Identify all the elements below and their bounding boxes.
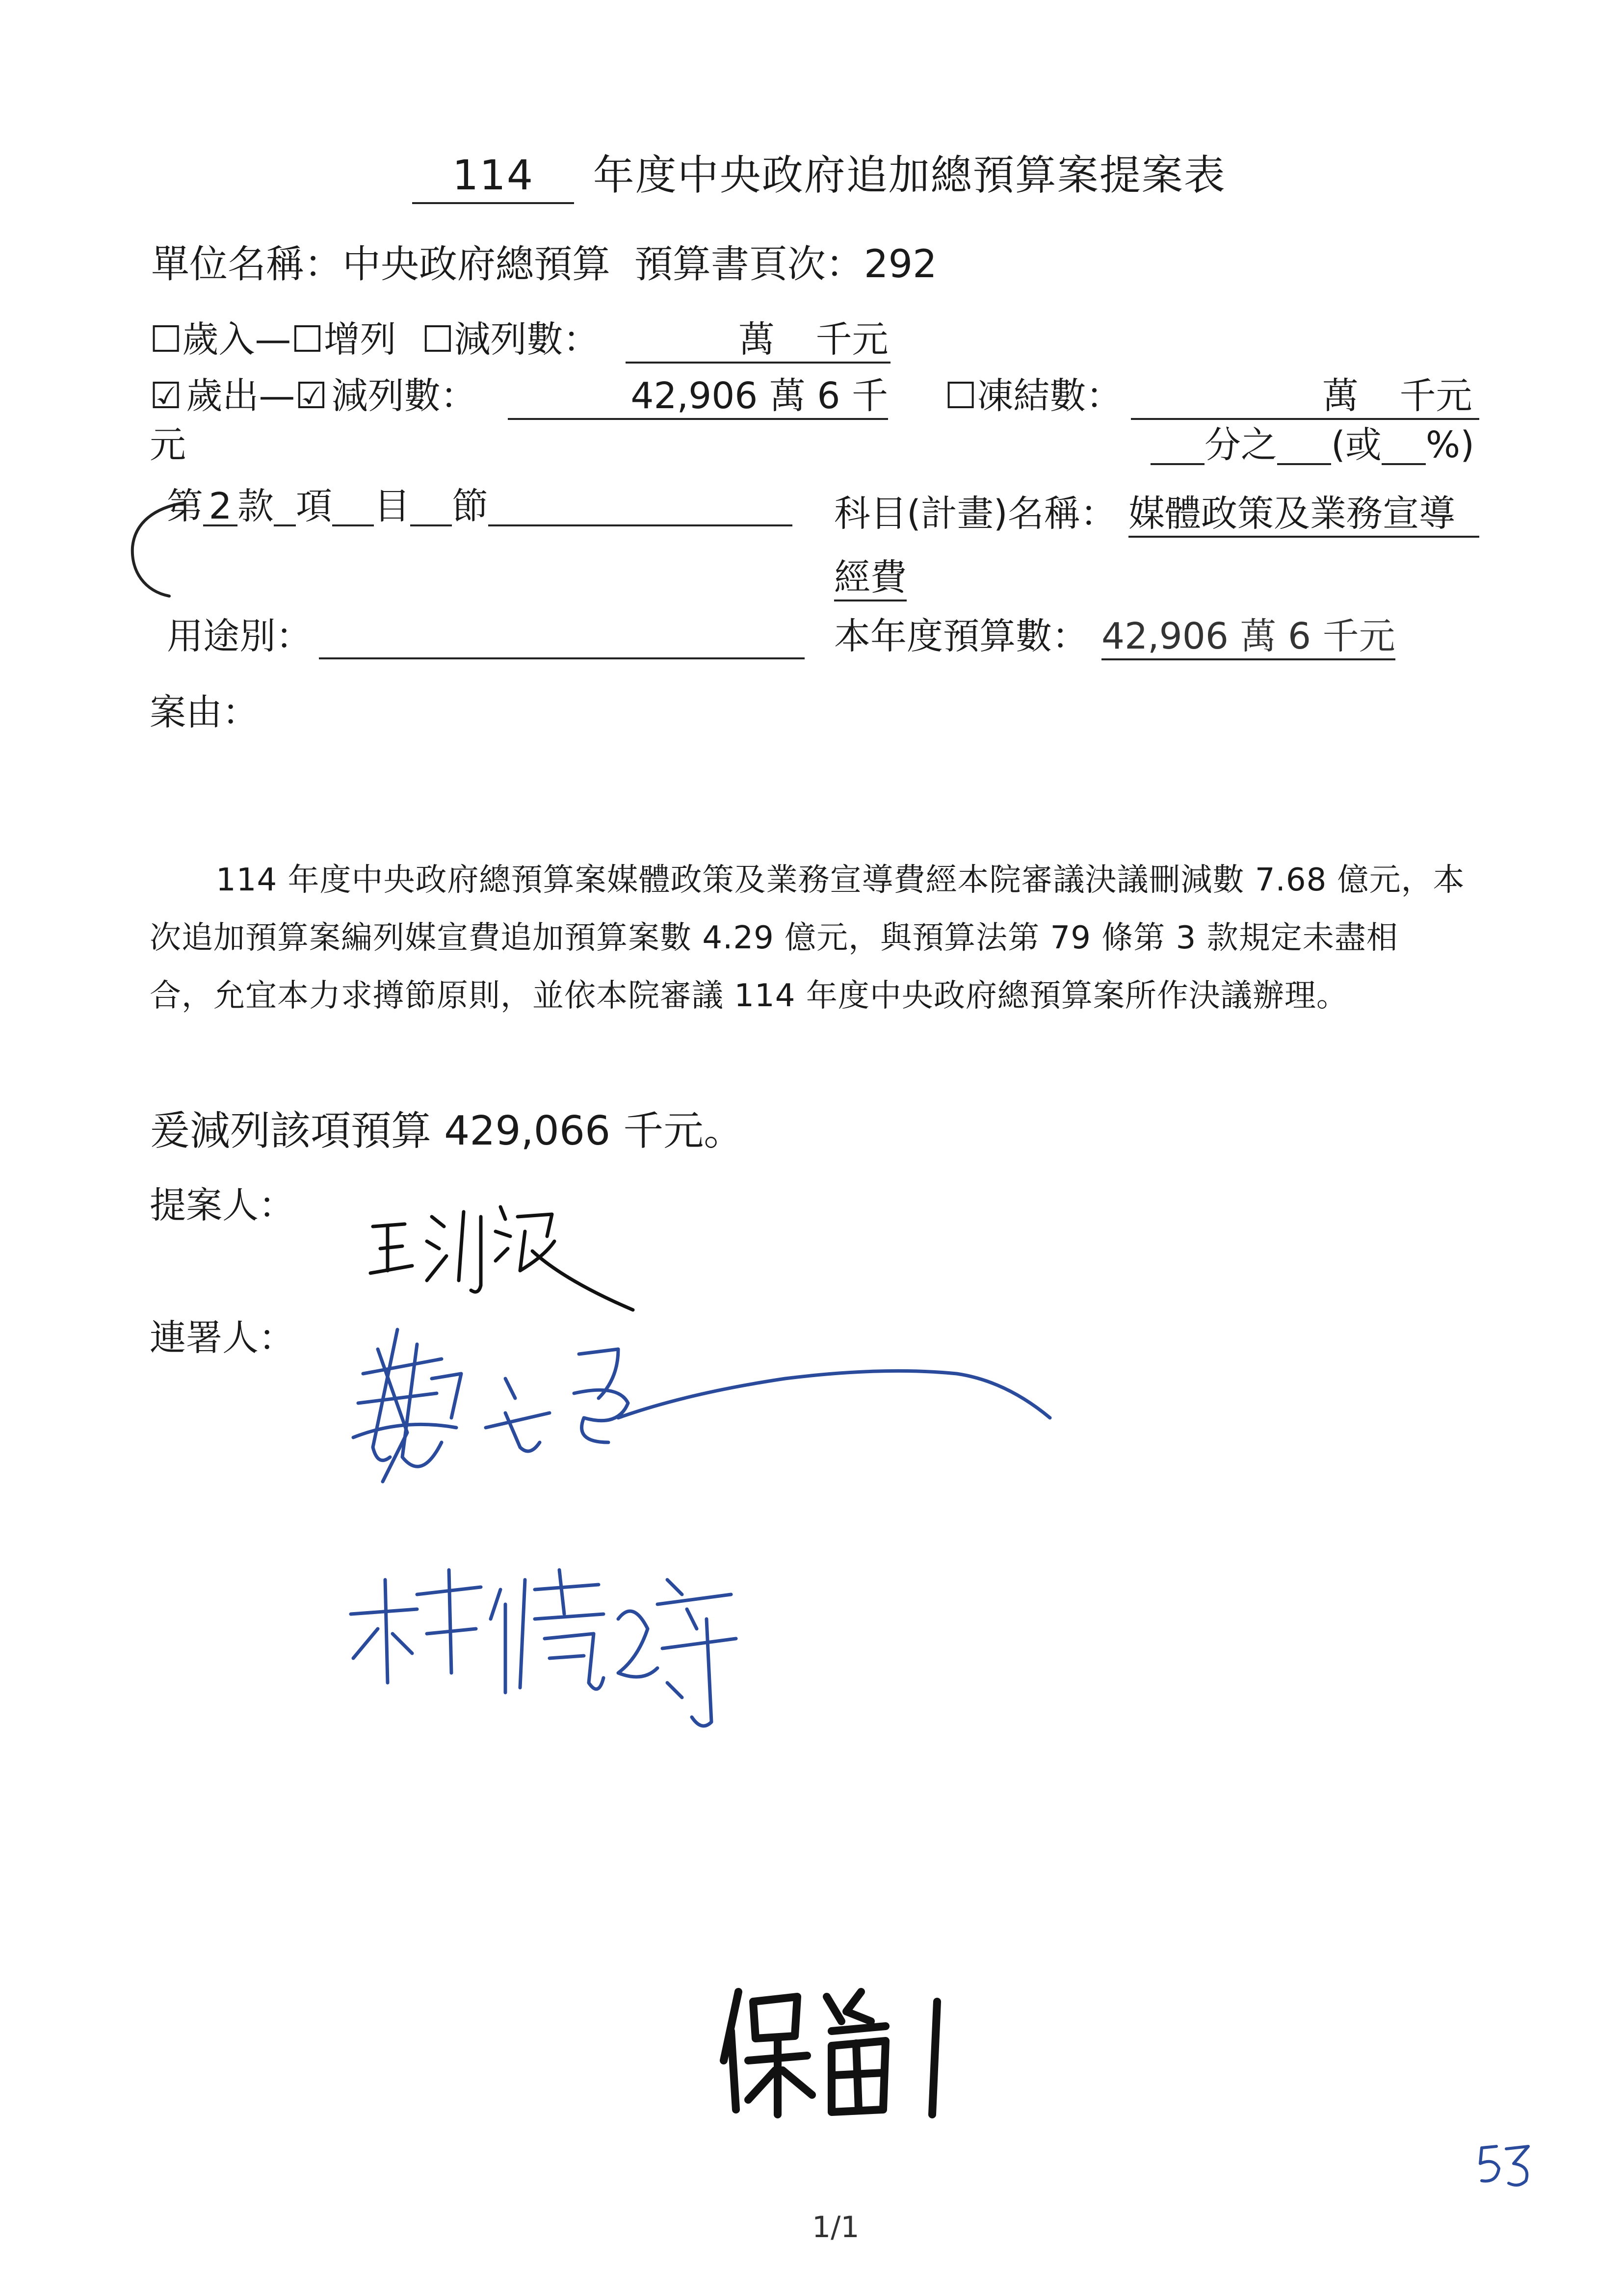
title-text: 年度中央政府追加總預算案提案表	[593, 151, 1226, 199]
form-title	[412, 142, 1226, 204]
freeze-fraction-row	[1151, 424, 1475, 466]
expenditure-checkbox[interactable]: ☑	[150, 375, 183, 417]
purpose-field[interactable]	[319, 657, 805, 659]
budget-label: 本年度預算數：	[834, 615, 1088, 657]
item-name-field[interactable]	[488, 488, 792, 526]
unit-row	[151, 242, 937, 287]
freeze-row	[944, 375, 1123, 417]
reason-label: 案由：	[150, 691, 259, 733]
reason-conclusion: 爰減列該項預算 429,066 千元。	[150, 1108, 744, 1154]
kuan-label: 款	[237, 485, 274, 527]
purpose-label: 用途別：	[167, 615, 312, 657]
unit-name: 中央政府總預算	[342, 242, 611, 287]
expenditure-amount: 42,906 萬 6 千	[630, 375, 888, 417]
fraction-label: 分之	[1205, 424, 1277, 466]
percent-close: %)	[1425, 424, 1475, 466]
expenditure-reduce-checkbox[interactable]: ☑	[295, 375, 328, 417]
reduce-label: 減列數：	[454, 318, 600, 361]
reason-line-2: 次追加預算案編列媒宣費追加預算案數 4.29 億元，與預算法第 79 條第 3 款規定未盡相	[150, 920, 1398, 956]
subject-name-line2: 經費	[834, 559, 907, 601]
revenue-row	[150, 318, 600, 361]
proposer-label: 提案人：	[150, 1184, 295, 1226]
cosigner-label: 連署人：	[150, 1317, 295, 1359]
mu-label: 目	[374, 485, 410, 527]
cosigner-signature-1	[343, 1320, 1060, 1531]
page-label: 預算書頁次：	[634, 242, 864, 287]
revenue-qian: 千元	[815, 318, 889, 361]
xiang-field[interactable]	[274, 488, 296, 526]
di-label: 第	[167, 485, 203, 527]
xiang-label: 項	[296, 485, 332, 527]
page-number: 292	[864, 242, 937, 287]
jie-field[interactable]	[410, 488, 452, 526]
subject-name-line1: 媒體政策及業務宣導	[1128, 496, 1479, 538]
page-footer: 1/1	[812, 2210, 860, 2244]
percent-open: (或	[1331, 424, 1382, 466]
expenditure-reduce-label: 減列數：	[331, 375, 477, 417]
kuan-number[interactable]: 2	[203, 488, 237, 526]
fraction-numerator[interactable]	[1151, 427, 1205, 465]
jie-label: 節	[452, 485, 488, 527]
proposer-signature	[358, 1197, 662, 1325]
revenue-label: 歲入—	[182, 318, 291, 361]
reserved-annotation	[714, 1982, 969, 2129]
unit-label: 單位名稱：	[151, 242, 343, 287]
cosigner-signature-2	[343, 1560, 746, 1747]
mu-field[interactable]	[332, 488, 374, 526]
margin-number	[1474, 2139, 1538, 2193]
fiscal-year: 114	[412, 151, 574, 204]
expenditure-amount-cont: 元	[150, 424, 186, 466]
revenue-amount-field[interactable]	[626, 318, 891, 364]
freeze-checkbox[interactable]: ☐	[944, 375, 977, 417]
fraction-denominator[interactable]	[1277, 427, 1331, 465]
increase-label: 增列	[323, 318, 396, 361]
expenditure-row	[150, 375, 477, 417]
reason-line-1: 114 年度中央政府總預算案媒體政策及業務宣導費經本院審議決議刪減數 7.68 億元，本	[216, 862, 1465, 898]
reduce-checkbox[interactable]: ☐	[421, 318, 454, 361]
subject-label: 科目(計畫)名稱：	[834, 493, 1117, 535]
freeze-wan: 萬	[1322, 375, 1359, 417]
freeze-amount-field[interactable]	[1131, 375, 1479, 420]
increase-checkbox[interactable]: ☐	[291, 318, 324, 361]
expenditure-label: 歲出—	[186, 375, 295, 417]
expenditure-amount-field[interactable]	[508, 375, 888, 420]
freeze-label: 凍結數：	[977, 375, 1123, 417]
reason-line-3: 合，允宜本力求撙節原則，並依本院審議 114 年度中央政府總預算案所作決議辦理。	[150, 978, 1348, 1014]
freeze-qian: 千元	[1399, 375, 1472, 417]
revenue-checkbox[interactable]: ☐	[150, 318, 183, 361]
budget-value: 42,906 萬 6 千元	[1101, 618, 1395, 660]
percent-field[interactable]	[1382, 427, 1426, 465]
item-row	[167, 485, 792, 527]
revenue-wan: 萬	[738, 318, 775, 361]
